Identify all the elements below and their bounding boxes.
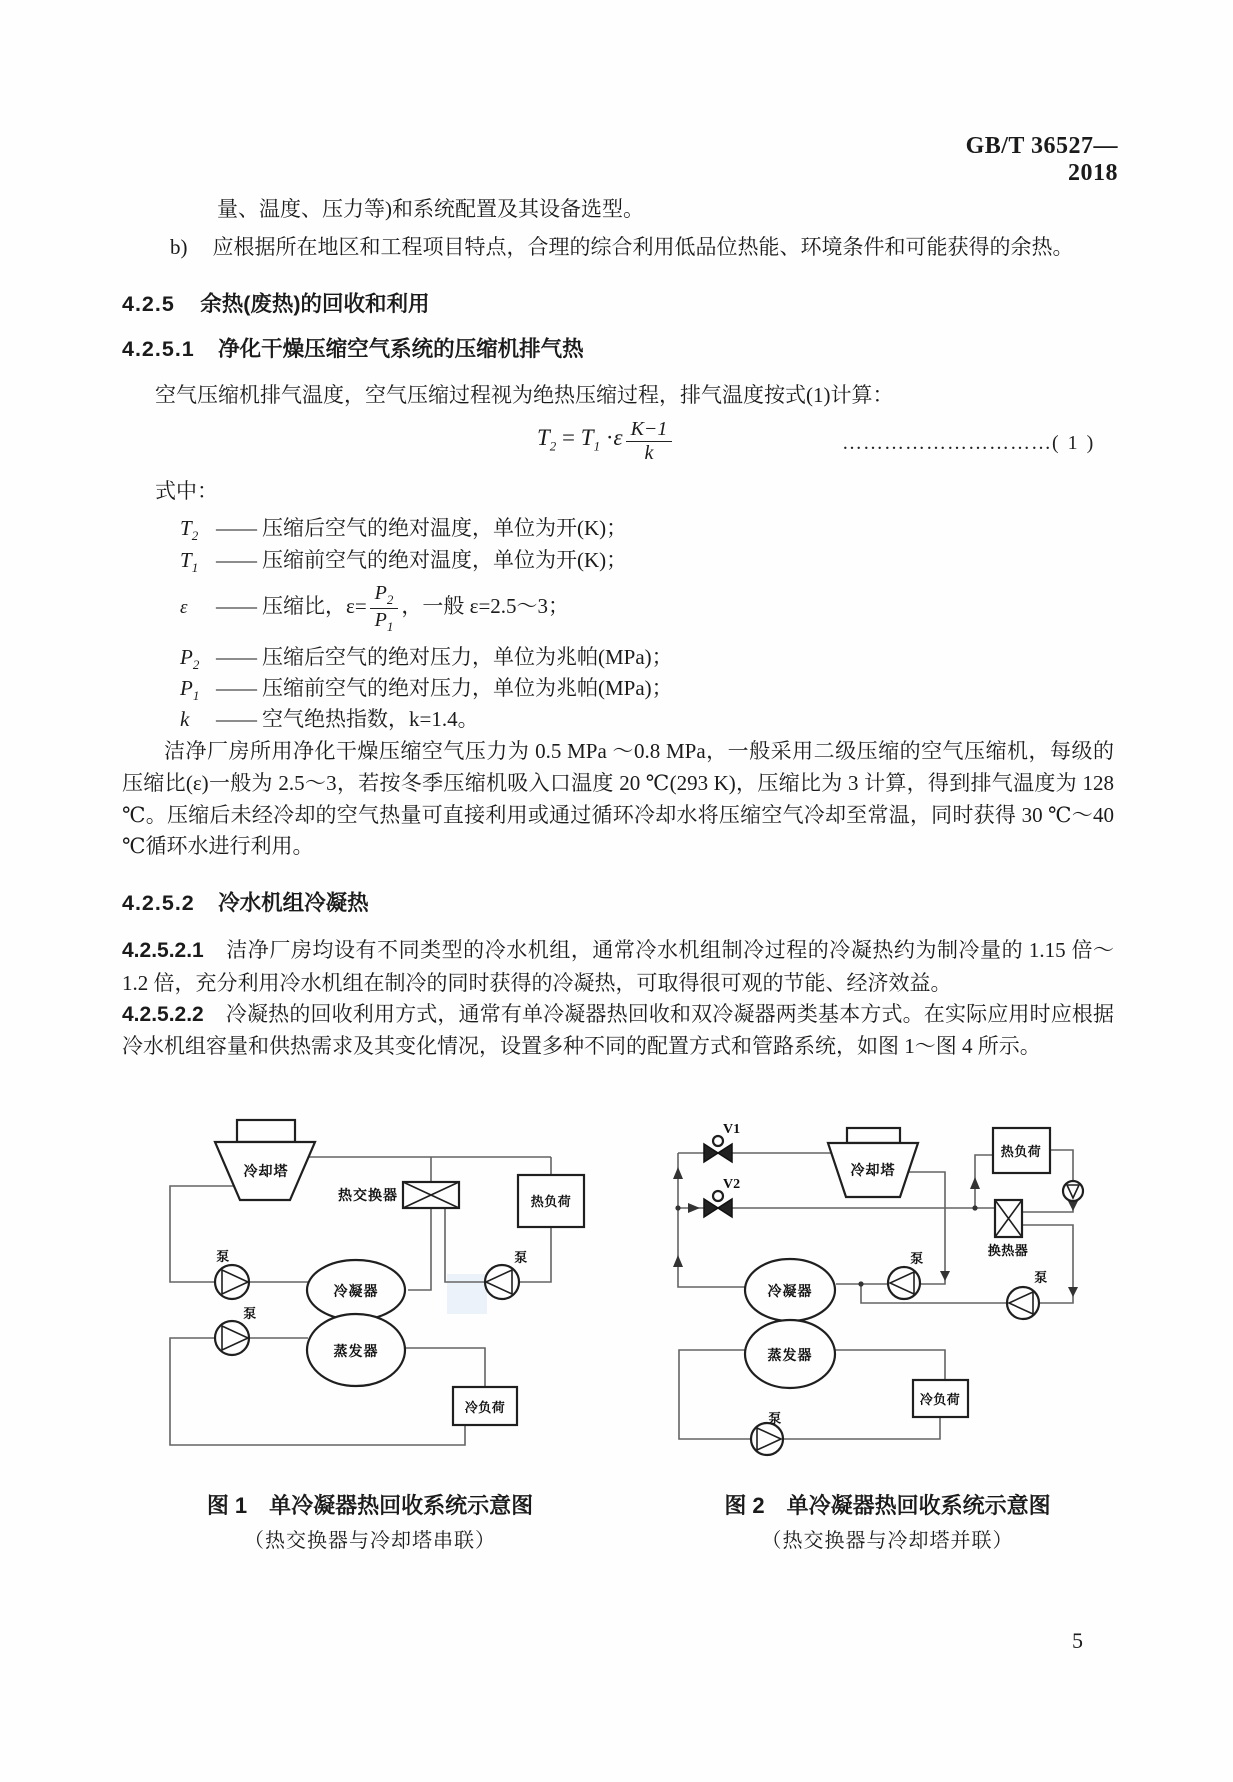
- heading-title: 净化干燥压缩空气系统的压缩机排气热: [218, 337, 584, 361]
- valve-v2-label: V2: [723, 1177, 741, 1192]
- paragraph-4-2-5-2-1: 4.2.5.2.1 洁净厂房均设有不同类型的冷水机组，通常冷水机组制冷过程的冷凝热约为制冷量的 1.15 倍～1.2 倍，充分利用冷水机组在制冷的同时获得的冷凝热，可取得很可观的节能、经济效益。: [122, 938, 1114, 995]
- doc-code: GB/T 36527—2018: [965, 133, 1118, 186]
- pump: [1007, 1287, 1039, 1319]
- junction-dot: [675, 1205, 680, 1210]
- arrow-down-icon: [1068, 1287, 1078, 1297]
- heat-exchanger-label: 换热器: [987, 1243, 1029, 1258]
- pipe: [405, 1348, 485, 1387]
- paragraph-main: 洁净厂房所用净化干燥压缩空气压力为 0.5 MPa ～0.8 MPa，一般采用二级压缩的空气压缩机，每级的压缩比(ε)一般为 2.5～3，若按冬季压缩机吸入口温度 20 ℃(293 K)，压缩比为 3 计算，得到排气温度为 128 ℃。压缩后未经冷却的空气热量可直接利用或通过循环冷却水将压缩空气冷却至常温，同时获得 30 ℃～40 ℃循环水进行利用。: [122, 739, 1114, 859]
- equation-fraction: $\frac{K-1}{k}$: [626, 419, 673, 464]
- page-number: 5: [1072, 1628, 1083, 1653]
- heading-title: 余热(废热)的回收和利用: [200, 292, 430, 316]
- heading-4-2-5-2: [122, 886, 369, 917]
- valve-v1-label: V1: [723, 1122, 741, 1137]
- list-item-b: [170, 232, 1125, 262]
- heading-4-2-5-1: [122, 332, 584, 363]
- cooling-tower-cap: [237, 1120, 295, 1142]
- paragraph-intro-formula: 空气压缩机排气温度，空气压缩过程视为绝热压缩过程，排气温度按式(1)计算：: [155, 383, 894, 407]
- pump-label: 泵: [1034, 1270, 1048, 1285]
- condenser-label: 冷凝器: [767, 1285, 813, 1300]
- heat-load-label: 热负荷: [1000, 1144, 1042, 1159]
- pipe: [679, 1350, 751, 1439]
- figure-2-diagram: [615, 1115, 1160, 1460]
- pipe: [783, 1417, 940, 1439]
- heat-load-label: 热负荷: [530, 1194, 572, 1209]
- definition-row-p1: $P_1$ —— 压缩前空气的绝对压力，单位为兆帕(MPa)；: [180, 676, 673, 704]
- figure-2-caption: 图 2 单冷凝器热回收系统示意图: [724, 1493, 1051, 1518]
- valve-v2-actuator-icon: [713, 1191, 723, 1201]
- arrow-down-icon: [940, 1271, 950, 1281]
- pump-label: 泵: [768, 1411, 782, 1426]
- definition-row-t1: $T_1$ —— 压缩前空气的绝对温度，单位为开(K)；: [180, 548, 628, 576]
- pipe: [975, 1155, 993, 1208]
- cooling-load-label: 冷负荷: [464, 1400, 506, 1415]
- arrow-up-icon: [673, 1255, 683, 1267]
- definition-row-t2: $T_2$ —— 压缩后空气的绝对温度，单位为开(K)；: [180, 516, 628, 544]
- pump-label: 泵: [910, 1251, 924, 1266]
- pump: [215, 1265, 249, 1299]
- evaporator-label: 蒸发器: [333, 1345, 379, 1360]
- figure-1-diagram: [150, 1112, 590, 1457]
- figure-1-caption: 图 1 单冷凝器热回收系统示意图: [206, 1493, 534, 1518]
- heading-number: 4.2.5.1: [122, 337, 195, 361]
- cooling-load-label: 冷负荷: [919, 1392, 961, 1407]
- heading-number: 4.2.5.2: [122, 891, 195, 915]
- equation-1: [537, 419, 675, 464]
- pump: [751, 1423, 783, 1455]
- pump-label: 泵: [216, 1249, 230, 1264]
- pipe: [905, 1172, 945, 1284]
- valve-v1-actuator-icon: [713, 1136, 723, 1146]
- cooling-tower-label: 冷却塔: [850, 1164, 896, 1179]
- pump: [485, 1265, 519, 1299]
- evaporator-label: 蒸发器: [767, 1349, 813, 1364]
- junction-dot: [858, 1281, 863, 1286]
- pipe: [861, 1284, 1007, 1303]
- pump: [215, 1321, 249, 1355]
- heading-number: 4.2.5: [122, 292, 175, 316]
- junction-dot: [972, 1205, 977, 1210]
- heat-exchanger-label: 热交换器: [338, 1189, 398, 1204]
- arrow-right-icon: [688, 1203, 700, 1213]
- pipe: [445, 1208, 485, 1282]
- scan-artifact: [447, 1274, 487, 1314]
- definition-row-p2: $P_2$ —— 压缩后空气的绝对压力，单位为兆帕(MPa)；: [180, 645, 673, 673]
- figure-2-subcaption: （热交换器与冷却塔并联）: [761, 1530, 1014, 1552]
- definition-row-k: k —— 空气绝热指数，k=1.4。: [180, 707, 479, 731]
- equation-leader: …………………………( 1 ): [842, 432, 1096, 454]
- paragraph-4-2-5-2-2: 4.2.5.2.2 冷凝热的回收利用方式，通常有单冷凝器热回收和双冷凝器两类基本方式。在实际应用时应根据冷水机组容量和供热需求及其变化情况，设置多种不同的配置方式和管路系统，如图 1～图 4 所示。: [122, 1002, 1114, 1058]
- heading-4-2-5: [122, 287, 430, 318]
- pump: [888, 1267, 920, 1299]
- equation-lhs: $T_2 = T_1 \cdot\varepsilon$: [537, 425, 623, 454]
- pipe: [678, 1153, 745, 1287]
- condenser-label: 冷凝器: [333, 1285, 379, 1300]
- arrow-up-icon: [970, 1177, 980, 1189]
- list-item-b-marker: b): [170, 235, 188, 259]
- paragraph-continuation: 量、温度、压力等)和系统配置及其设备选型。: [217, 197, 644, 221]
- list-item-b-text: 应根据所在地区和工程项目特点，合理的综合利用低品位热能、环境条件和可能获得的余热。: [212, 235, 1074, 259]
- pipe: [835, 1350, 945, 1380]
- cooling-tower-label: 冷却塔: [243, 1165, 289, 1180]
- where-label: 式中：: [155, 479, 218, 503]
- pipe: [408, 1208, 431, 1290]
- definition-row-epsilon: ε —— 压缩比，ε= $\frac{P_2}{P_1}$ ，一般 ε=2.5～3；: [180, 582, 570, 634]
- arrow-up-icon: [673, 1167, 683, 1179]
- heading-title: 冷水机组冷凝热: [218, 891, 369, 915]
- cooling-tower-cap: [847, 1128, 900, 1143]
- figure-1-subcaption: （热交换器与冷却塔串联）: [244, 1530, 496, 1552]
- arrow-down-icon: [1068, 1201, 1078, 1211]
- pump-label: 泵: [243, 1306, 257, 1321]
- pump-label: 泵: [514, 1250, 528, 1265]
